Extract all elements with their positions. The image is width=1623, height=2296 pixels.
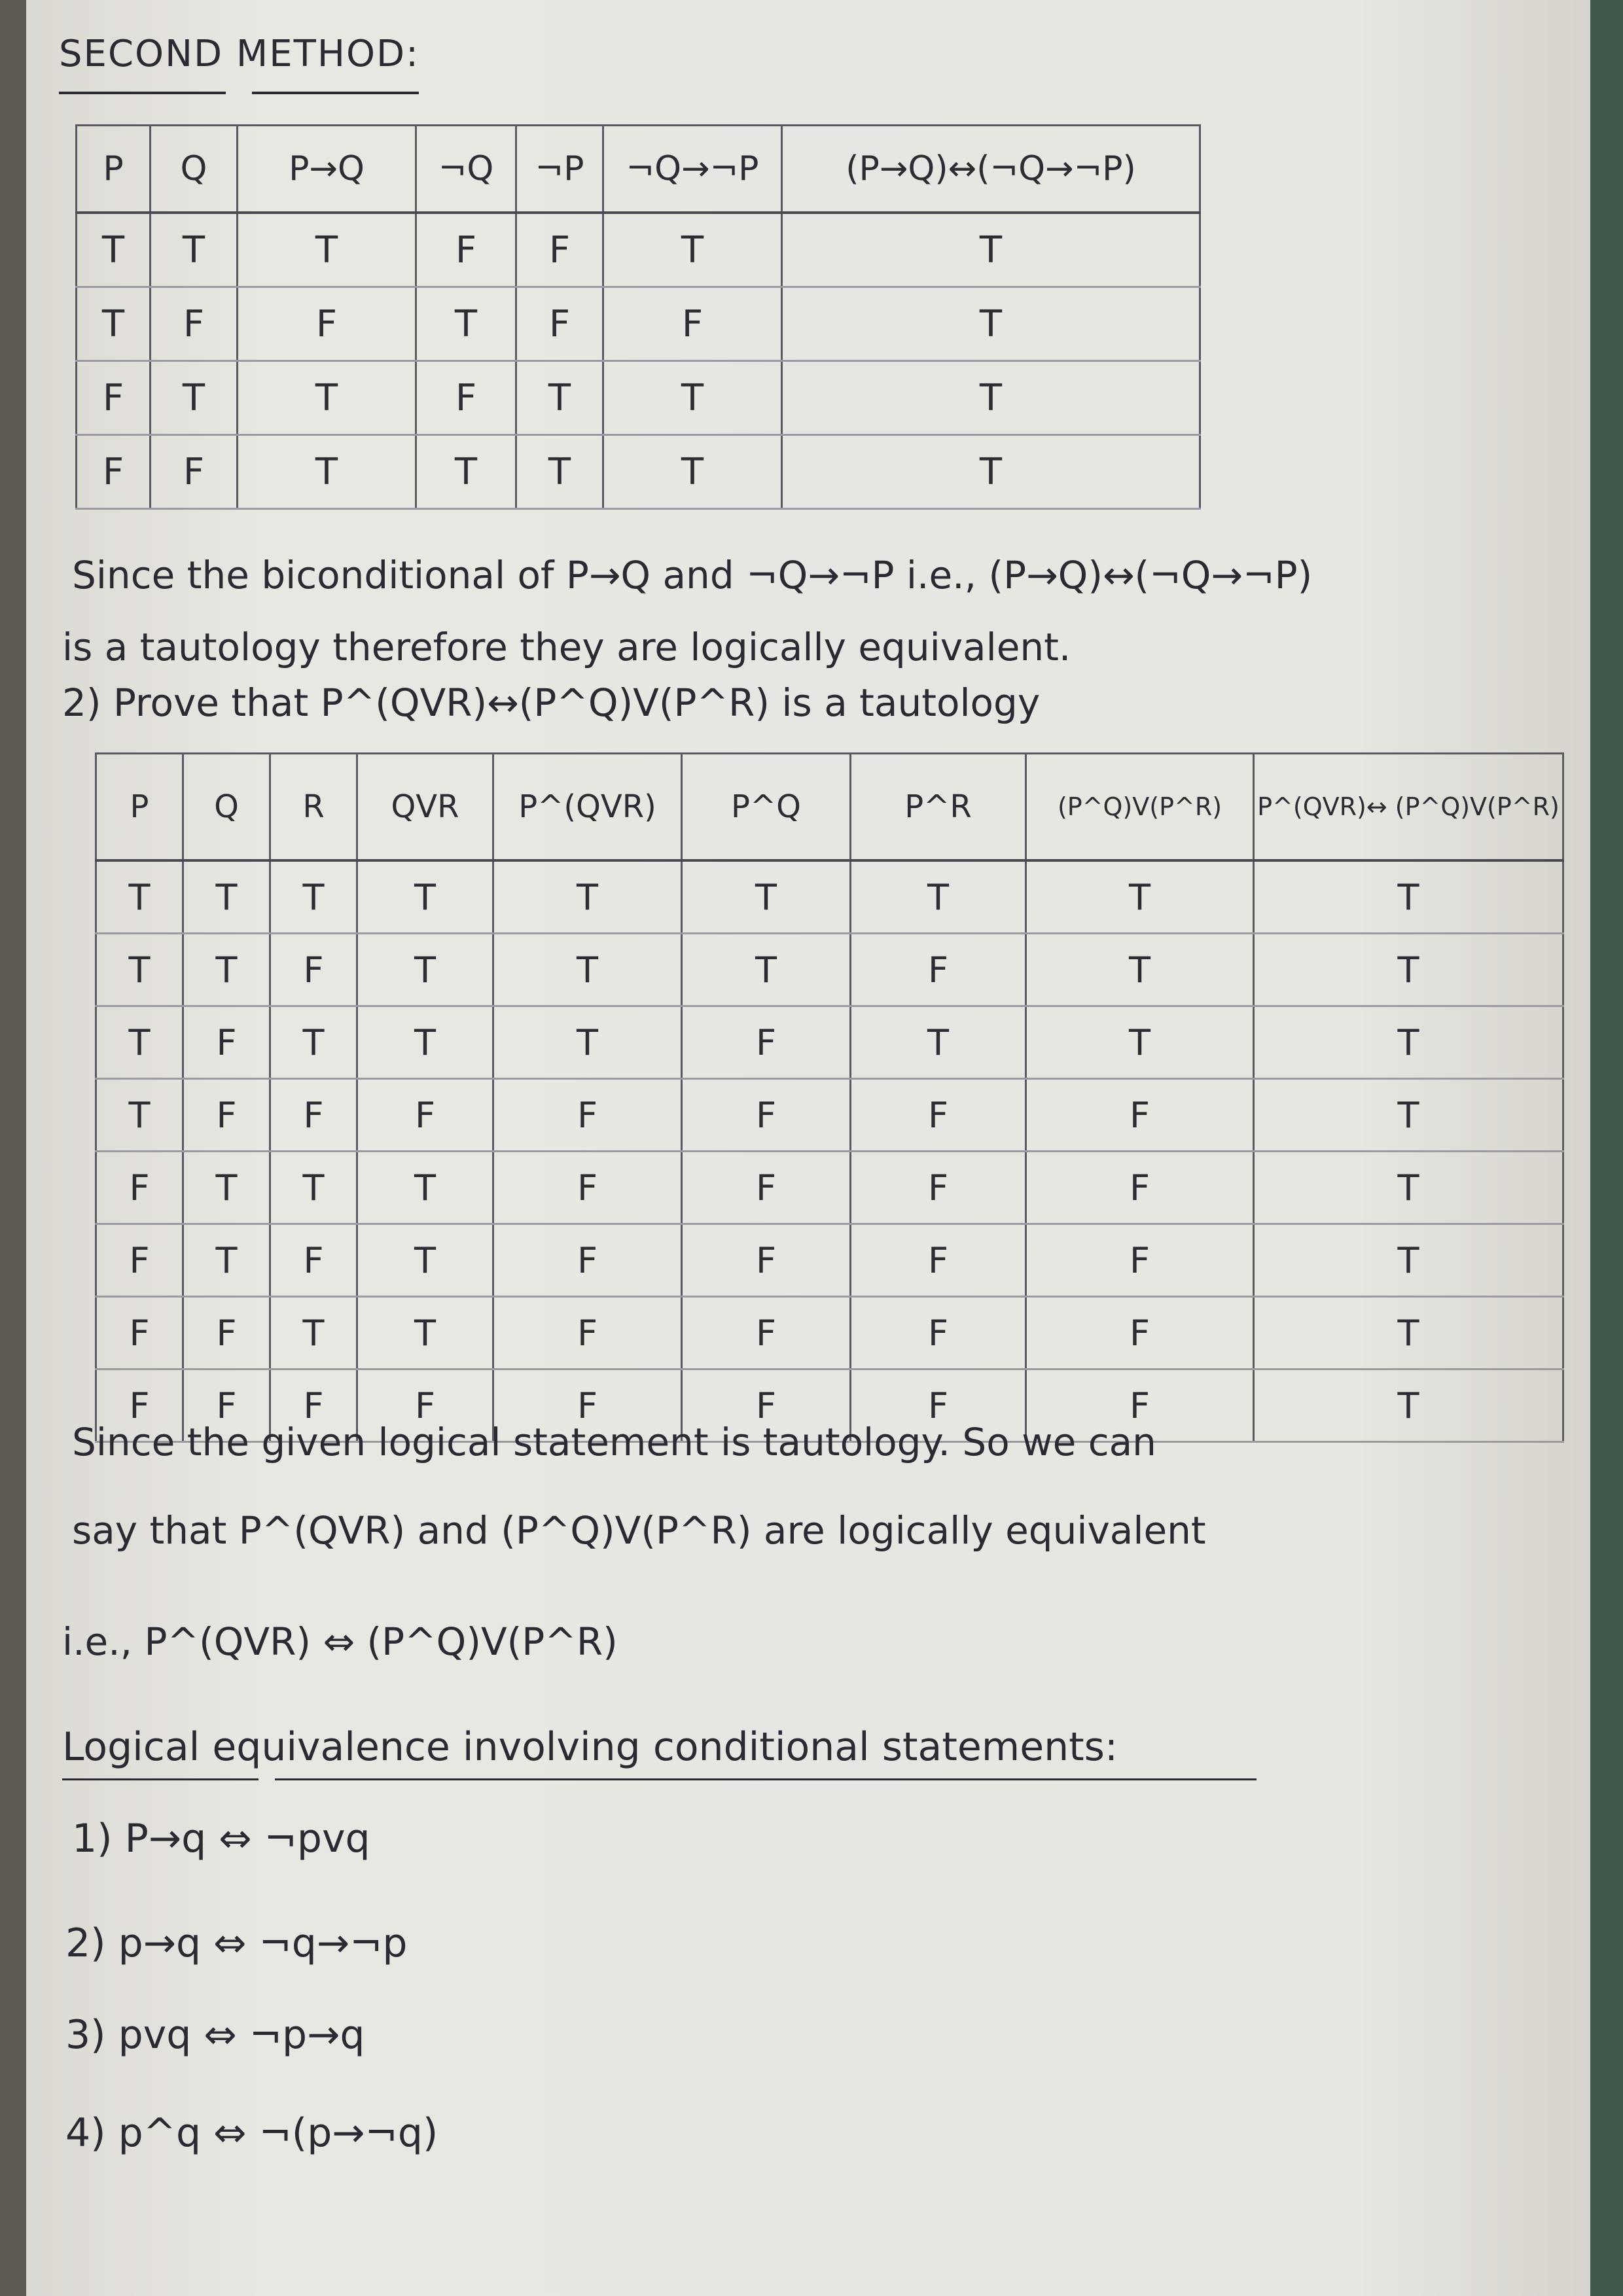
table-cell: F	[851, 1297, 1026, 1369]
table-cell: F	[493, 1079, 682, 1152]
table-cell: T	[1254, 1079, 1563, 1152]
table-cell: T	[270, 860, 357, 934]
subheading-underline	[275, 1778, 1257, 1780]
table-cell: T	[238, 361, 416, 435]
table-cell: T	[782, 213, 1200, 287]
table-cell: T	[516, 361, 603, 435]
column-header: ¬Q	[416, 126, 516, 213]
table-row	[96, 1006, 1563, 1079]
table-cell: T	[1254, 934, 1563, 1006]
conclusion-2-line-1: Since the given logical statement is tautology. So we can	[72, 1420, 1156, 1464]
table-cell: T	[151, 361, 238, 435]
table-cell: T	[1254, 1369, 1563, 1442]
table-cell: F	[357, 1079, 493, 1152]
table-cell: F	[682, 1297, 851, 1369]
table-cell: F	[183, 1079, 270, 1152]
table-cell: F	[493, 1369, 682, 1442]
equivalence-item: 2) p→q ⇔ ¬q→¬p	[65, 1920, 408, 1966]
column-header: ¬Q→¬P	[603, 126, 782, 213]
table-cell: F	[493, 1152, 682, 1224]
table-cell: F	[1026, 1079, 1254, 1152]
table-cell: T	[357, 860, 493, 934]
table-cell: T	[1254, 1224, 1563, 1297]
table-cell: T	[96, 1079, 183, 1152]
table-cell: F	[416, 361, 516, 435]
table-cell: F	[96, 1152, 183, 1224]
equivalence-item: 1) P→q ⇔ ¬pvq	[72, 1816, 370, 1862]
table-cell: F	[270, 1224, 357, 1297]
table-cell: F	[416, 213, 516, 287]
table-cell: F	[96, 1297, 183, 1369]
table-cell: T	[603, 213, 782, 287]
table-cell: T	[183, 934, 270, 1006]
table-cell: T	[782, 361, 1200, 435]
table-cell: F	[151, 435, 238, 509]
equivalence-item: 4) p^q ⇔ ¬(p→¬q)	[65, 2110, 438, 2156]
problem-2-statement: 2) Prove that P^(QVR)↔(P^Q)V(P^R) is a tautology	[62, 680, 1041, 725]
column-header: P^R	[851, 754, 1026, 861]
table-cell: T	[238, 213, 416, 287]
table-cell: T	[1026, 860, 1254, 934]
table-cell: F	[96, 1369, 183, 1442]
truth-table-distributive	[95, 752, 1564, 1443]
table-cell: T	[493, 1006, 682, 1079]
table-cell: T	[516, 435, 603, 509]
table-cell: F	[851, 1152, 1026, 1224]
table-cell: T	[493, 860, 682, 934]
table-cell: F	[851, 1079, 1026, 1152]
table-cell: F	[851, 1369, 1026, 1442]
conclusion-2-line-3: i.e., P^(QVR) ⇔ (P^Q)V(P^R)	[62, 1619, 618, 1664]
table-cell: F	[183, 1006, 270, 1079]
table-row	[77, 435, 1200, 509]
table-cell: T	[77, 213, 151, 287]
table-row	[77, 287, 1200, 361]
table-cell: F	[682, 1079, 851, 1152]
table-cell: F	[1026, 1297, 1254, 1369]
column-header: ¬P	[516, 126, 603, 213]
column-header: P	[77, 126, 151, 213]
column-header: (P→Q)↔(¬Q→¬P)	[782, 126, 1200, 213]
equivalence-item: 3) pvq ⇔ ¬p→q	[65, 2012, 365, 2058]
column-header: P^(QVR)↔ (P^Q)V(P^R)	[1254, 754, 1563, 861]
conclusion-2-line-2: say that P^(QVR) and (P^Q)V(P^R) are logically equivalent	[72, 1508, 1206, 1553]
table-cell: F	[183, 1369, 270, 1442]
table-row	[77, 361, 1200, 435]
table-row	[77, 213, 1200, 287]
table-cell: F	[493, 1297, 682, 1369]
table-cell: T	[357, 1006, 493, 1079]
table-cell: F	[270, 1369, 357, 1442]
table-cell: T	[851, 1006, 1026, 1079]
table-cell: F	[851, 1224, 1026, 1297]
table-row	[96, 1079, 1563, 1152]
table-cell: T	[1026, 934, 1254, 1006]
table-cell: F	[183, 1297, 270, 1369]
table-cell: T	[603, 435, 782, 509]
column-header: P	[96, 754, 183, 861]
table-cell: T	[1026, 1006, 1254, 1079]
table-cell: T	[96, 1006, 183, 1079]
heading-underline	[252, 92, 419, 94]
table-cell: F	[77, 435, 151, 509]
table-header-row	[77, 126, 1200, 213]
table-cell: T	[1254, 1297, 1563, 1369]
table-cell: T	[416, 287, 516, 361]
conclusion-1-line-2: is a tautology therefore they are logically equivalent.	[62, 625, 1071, 669]
table-cell: T	[782, 435, 1200, 509]
column-header: QVR	[357, 754, 493, 861]
table-cell: T	[96, 860, 183, 934]
table-cell: T	[493, 934, 682, 1006]
table-cell: T	[183, 1152, 270, 1224]
table-cell: T	[851, 860, 1026, 934]
heading-underline	[59, 92, 226, 94]
column-header: Q	[183, 754, 270, 861]
table-cell: T	[183, 1224, 270, 1297]
table-cell: T	[238, 435, 416, 509]
table-cell: F	[357, 1369, 493, 1442]
page-heading: SECOND METHOD:	[59, 33, 420, 75]
table-cell: T	[782, 287, 1200, 361]
table-cell: F	[682, 1369, 851, 1442]
table-cell: F	[270, 1079, 357, 1152]
table-cell: T	[1254, 860, 1563, 934]
column-header: P^Q	[682, 754, 851, 861]
table-cell: T	[357, 1297, 493, 1369]
table-cell: F	[603, 287, 782, 361]
column-header: P^(QVR)	[493, 754, 682, 861]
table-cell: T	[270, 1152, 357, 1224]
table-cell: T	[151, 213, 238, 287]
table-cell: T	[96, 934, 183, 1006]
table-cell: T	[1254, 1006, 1563, 1079]
table-cell: F	[682, 1006, 851, 1079]
table-header-row	[96, 754, 1563, 861]
column-header: P→Q	[238, 126, 416, 213]
table-cell: T	[603, 361, 782, 435]
table-cell: F	[682, 1152, 851, 1224]
section-subheading: Logical equivalence involving conditional statements:	[62, 1724, 1118, 1770]
notebook-edge	[1590, 0, 1623, 2296]
table-cell: T	[682, 934, 851, 1006]
table-cell: F	[516, 287, 603, 361]
table-cell: F	[270, 934, 357, 1006]
table-cell: T	[270, 1006, 357, 1079]
notebook-page	[26, 0, 1590, 2296]
table-cell: F	[493, 1224, 682, 1297]
table-row	[96, 860, 1563, 934]
table-cell: F	[96, 1224, 183, 1297]
table-cell: F	[151, 287, 238, 361]
truth-table-contrapositive	[75, 124, 1201, 510]
table-cell: F	[238, 287, 416, 361]
table-row	[96, 934, 1563, 1006]
table-cell: T	[270, 1297, 357, 1369]
table-row	[96, 1224, 1563, 1297]
table-cell: T	[416, 435, 516, 509]
table-row	[96, 1297, 1563, 1369]
subheading-underline	[62, 1778, 259, 1780]
table-cell: F	[516, 213, 603, 287]
column-header: Q	[151, 126, 238, 213]
table-cell: T	[183, 860, 270, 934]
table-cell: T	[682, 860, 851, 934]
column-header: (P^Q)V(P^R)	[1026, 754, 1254, 861]
column-header: R	[270, 754, 357, 861]
table-cell: F	[77, 361, 151, 435]
table-cell: T	[1254, 1152, 1563, 1224]
table-cell: F	[682, 1224, 851, 1297]
table-cell: F	[1026, 1152, 1254, 1224]
table-cell: T	[77, 287, 151, 361]
table-cell: T	[357, 1152, 493, 1224]
table-cell: F	[851, 934, 1026, 1006]
table-cell: F	[1026, 1224, 1254, 1297]
table-cell: T	[357, 1224, 493, 1297]
conclusion-1-line-1: Since the biconditional of P→Q and ¬Q→¬P i.e., (P→Q)↔(¬Q→¬P)	[72, 553, 1313, 597]
table-row	[96, 1152, 1563, 1224]
table-cell: F	[1026, 1369, 1254, 1442]
table-cell: T	[357, 934, 493, 1006]
